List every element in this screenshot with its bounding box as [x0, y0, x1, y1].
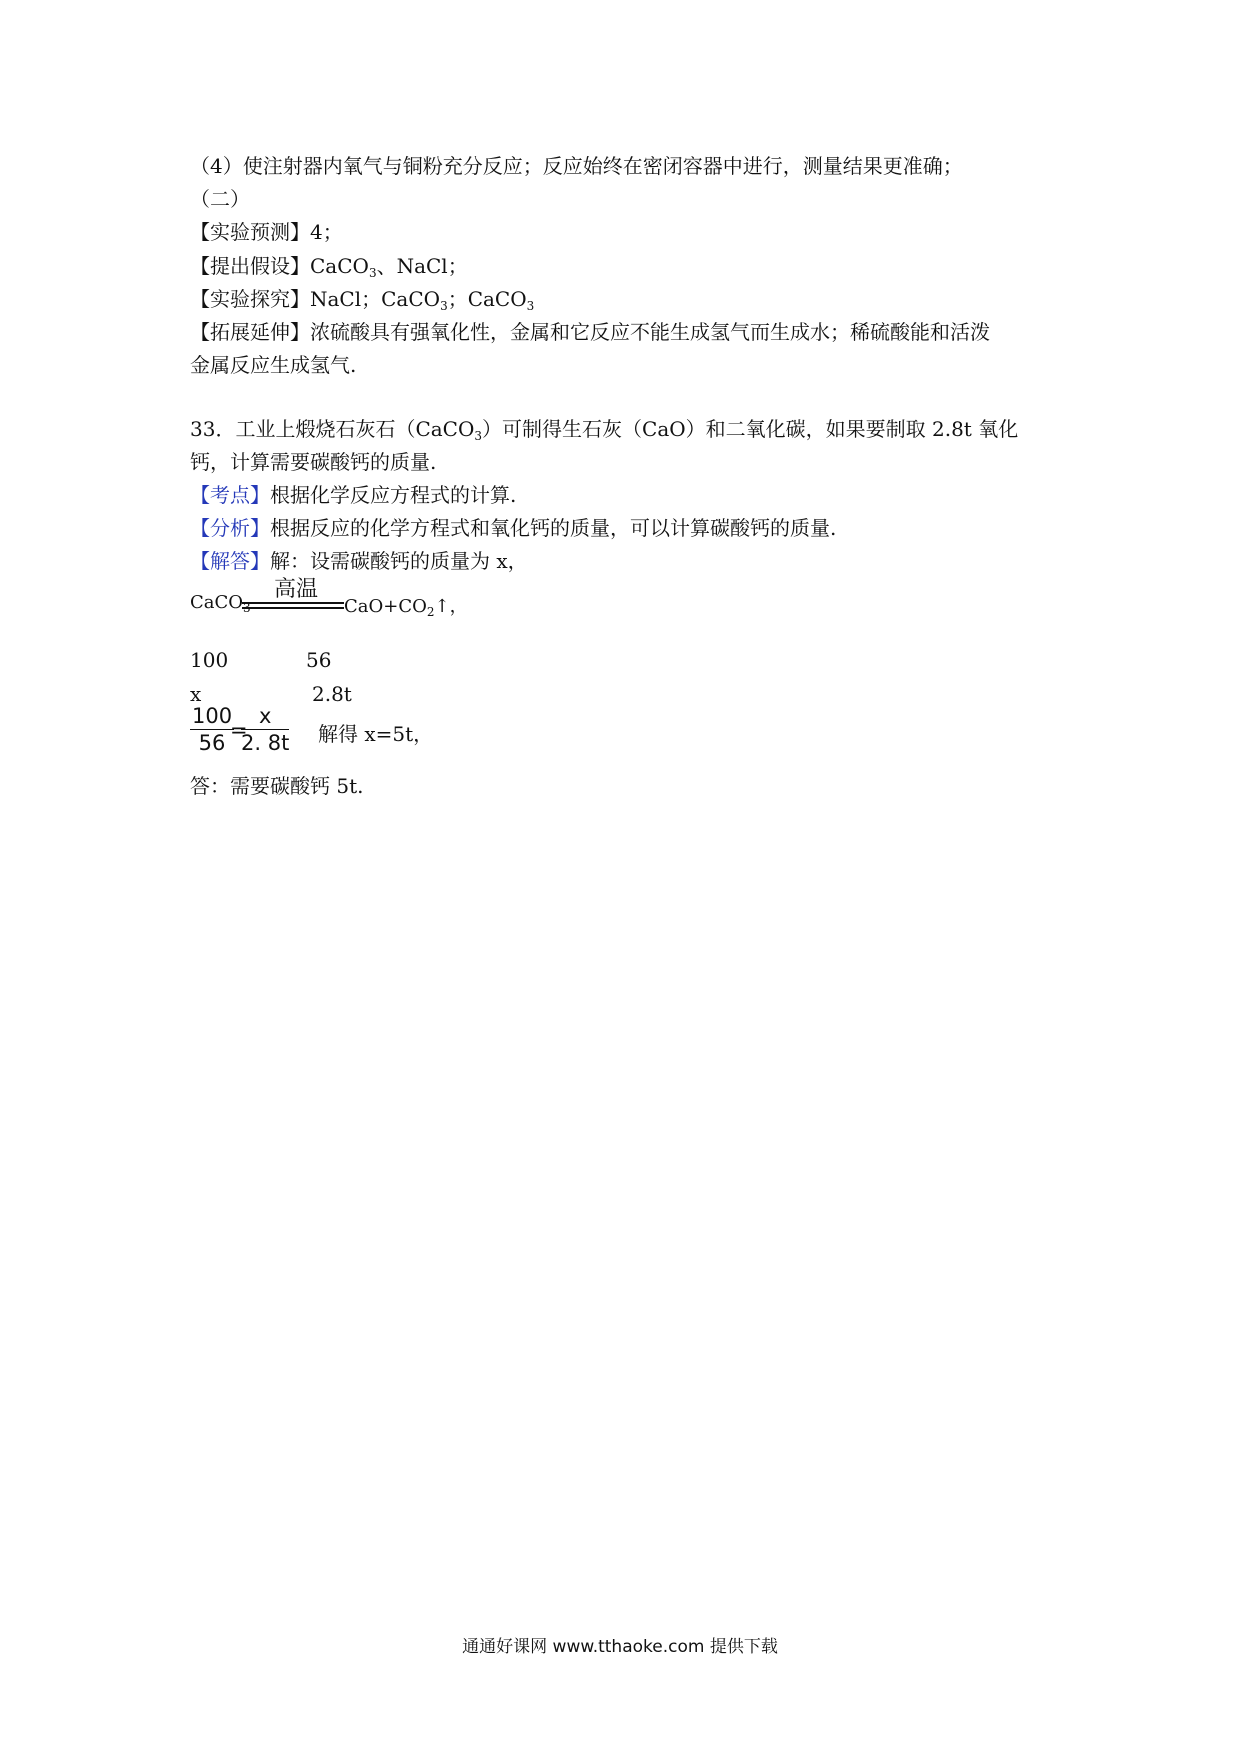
line-2: （二） [190, 187, 250, 211]
footer-source: 通通好课网 www.tthaoke.com 提供下载 [462, 1637, 778, 1657]
line-4 [190, 252, 468, 280]
fraction-equals-sign: = [230, 718, 248, 742]
equation-left: CaCO [190, 592, 244, 613]
answer-line: 答：需要碳酸钙 5t. [190, 774, 364, 798]
kaodian-text: 根据化学反应方程式的计算. [270, 483, 517, 507]
jieda-line [190, 547, 528, 575]
q33-line-1-sub: 3 [474, 429, 483, 443]
q33-line-2: 钙，计算需要碳酸钙的质量. [190, 450, 437, 474]
jieda-tag: 【解答】 [190, 549, 270, 573]
line-5-text-a: 【实验探究】NaCl；CaCO [190, 287, 441, 311]
equation-right-a: CaO+CO [344, 596, 427, 617]
jieda-text: 解：设需碳酸钙的质量为 x， [270, 549, 528, 573]
fraction-right-denominator: 2. 8t [241, 731, 290, 755]
ratio-row-2-a: x [190, 682, 202, 706]
fenxi-line [190, 514, 836, 542]
line-3: 【实验预测】4； [190, 220, 343, 244]
fenxi-text: 根据反应的化学方程式和氧化钙的质量，可以计算碳酸钙的质量. [270, 516, 837, 540]
q33-line-1-a: 33．工业上煅烧石灰石（CaCO [190, 417, 475, 441]
line-5-sub-2: 3 [526, 299, 535, 313]
fenxi-tag: 【分析】 [190, 516, 270, 540]
line-7: 金属反应生成氢气. [190, 353, 357, 377]
line-6: 【拓展延伸】浓硫酸具有强氧化性，金属和它反应不能生成氢气而生成水；稀硫酸能和活泼 [190, 320, 990, 344]
kaodian-line [190, 481, 516, 509]
ratio-row-1-b: 56 [306, 648, 332, 672]
fraction-left-numerator: 100 [192, 704, 233, 728]
kaodian-tag: 【考点】 [190, 483, 270, 507]
fraction-right-numerator: x [241, 703, 289, 730]
ratio-row-1-a: 100 [190, 648, 229, 672]
equation-condition: 高温 [273, 577, 318, 602]
line-1: （4）使注射器内氧气与铜粉充分反应；反应始终在密闭容器中进行，测量结果更准确； [190, 154, 963, 178]
chemical-equation [190, 572, 590, 622]
line-4-sub: 3 [368, 266, 377, 280]
solution-result: 解得 x=5t， [318, 722, 434, 746]
line-4-text-a: 【提出假设】CaCO [190, 254, 369, 278]
equation-right-b: ↑， [434, 596, 468, 617]
line-5-text-b: ；CaCO [447, 287, 527, 311]
fraction-left [190, 703, 234, 756]
line-4-text-b: 、NaCl； [376, 254, 468, 278]
equation-right-sub: 2 [426, 605, 435, 619]
fraction-left-denominator: 56 [198, 731, 226, 755]
line-5-sub-1: 3 [440, 299, 448, 313]
q33-line-1-b: ）可制得生石灰（CaO）和二氧化碳，如果要制取 2.8t 氧化 [482, 417, 1019, 441]
ratio-row-2-b: 2.8t [312, 682, 352, 706]
equation-bar-bottom [242, 607, 344, 609]
q33-line-1 [190, 415, 1018, 443]
line-5 [190, 285, 534, 313]
equation-products [344, 592, 468, 618]
fraction-right [241, 703, 289, 756]
equation-left-sub: 3 [243, 601, 251, 615]
equation-bar-top [242, 602, 344, 604]
